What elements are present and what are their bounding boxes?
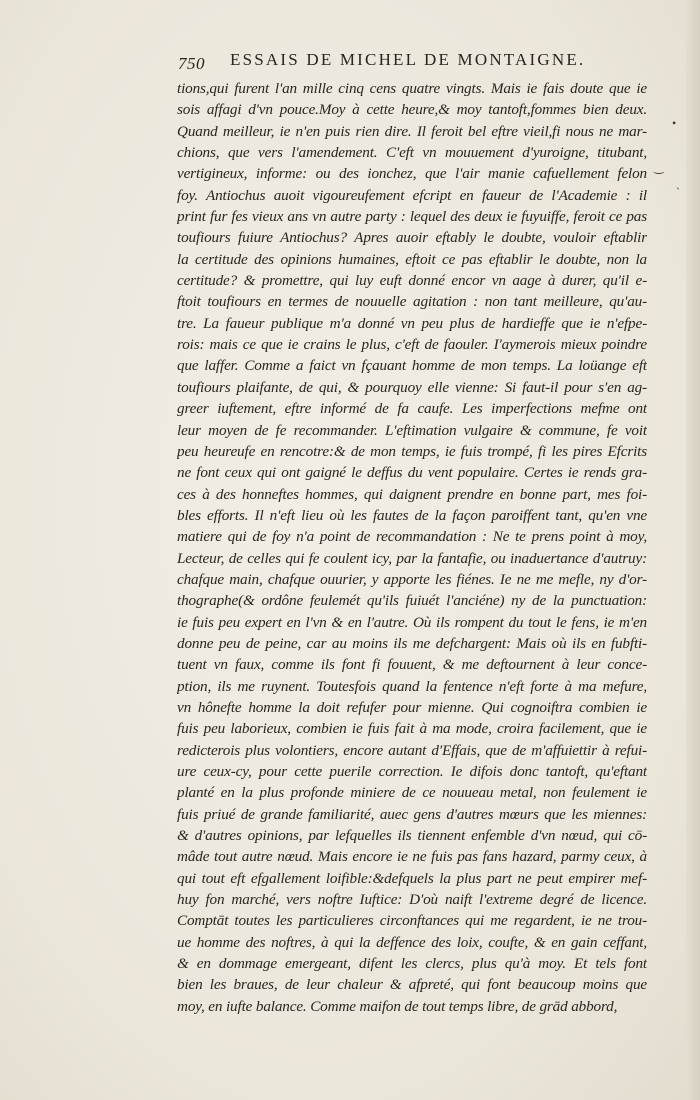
page-number: 750: [178, 54, 205, 73]
text-line: foy. Antiochus auoit vigoureufement efcript en faueur de l'Academie : il: [177, 186, 647, 204]
text-line: huy fon marché, vers noftre Iuftice: D'où naift l'extreme degré de licence.: [177, 891, 647, 909]
text-line: & en dommage emergeant, difent les clercs, plus qu'à moy. Et tels font: [177, 955, 647, 973]
text-line: vertigineux, informe: ou des ionchez, que l'air manie cafuellement felon: [177, 165, 647, 183]
text-line: bien les braues, de leur chaleur & afpreté, qui font beaucoup moins que: [177, 976, 647, 994]
text-line: matiere qui de foy n'a point de recommandation : Ne te prens point à moy,: [177, 528, 647, 546]
text-line: toufiours fuiure Antiochus? Apres auoir eftably le doubte, vouloir eftablir: [177, 229, 647, 247]
text-line: fuis peu laborieux, combien ie fuis fait à ma mode, croira facilement, que ie: [177, 720, 647, 738]
page-gutter-shadow: [686, 0, 700, 1100]
text-line: sois affagi d'vn pouce.Moy à cette heure,& moy tantoft,fommes bien deux.: [177, 101, 647, 119]
text-line: tions,qui furent l'an mille cinq cens quatre vingts. Mais ie fais doute que ie: [177, 80, 647, 97]
text-line: bles efforts. Il n'eft lieu où les fautes de la façon paroiffent tant, qu'en vne: [177, 506, 647, 524]
text-line: mâde tout autre nœud. Mais encore ie ne fuis pas fans hazard, parmy ceux, à: [177, 848, 647, 866]
text-line: tuent vn faux, comme ils font fi fouuent, & me deftournent à leur conce-: [177, 656, 647, 674]
text-line: ure ceux-cy, pour cette puerile correction. Ie difois donc tantoft, qu'eftant: [177, 763, 647, 780]
text-line: ftoit toufiours en termes de nouuelle agitation : non tant meilleure, qu'au-: [177, 293, 647, 311]
text-line: toufiours plaifante, de qui, & pourquoy elle vienne: Si faut-il pour s'en ag-: [177, 378, 647, 396]
margin-dot: •: [672, 116, 677, 130]
text-line: redicterois plus volontiers, encore autant d'Effais, que de m'affuiettir à refui-: [177, 741, 647, 759]
text-line: moy, en iufte balance. Comme maifon de tout temps libre, de grād abbord,: [177, 997, 618, 1015]
text-line: planté en la plus profonde miniere de ce nouueau metal, non feulement ie: [177, 784, 647, 802]
page-header: [178, 50, 618, 76]
body-text: [177, 78, 647, 1017]
text-line: peu heureufe en rencotre:& de mon temps, ie fuis trompé, fi les pires Efcrits: [177, 442, 647, 460]
text-line: ne font ceux qui ont gaigné le deffus du vent populaire. Certes ie rends gra-: [177, 464, 647, 482]
text-line: ue homme des noftres, à qui la deffence des loix, coufte, & en gain ceffant,: [177, 933, 647, 951]
text-line: la certitude des opinions humaines, eftoit ce pas eftablir le doubte, non la: [177, 250, 647, 268]
text-line: thographe(& ordône feulemét qu'ils fuiuét l'anciéne) ny de la punctuation:: [177, 592, 647, 610]
text-line: Comptāt toutes les particulieres circonftances qui me regardent, ie ne trou-: [177, 912, 647, 930]
text-line: ption, ils me ruynent. Toutesfois quand la fentence n'eft forte à ma mefure,: [177, 677, 647, 695]
text-line: print fur fes vieux ans vn autre party : lequel des deux ie fuyuiffe, feroit ce pas: [177, 208, 647, 226]
text-line: rois: mais ce que ie crains le plus, c'eft de faouler. I'aymerois mieux poindre: [177, 336, 647, 354]
text-line: fuis priué de grande familiarité, auec gens d'autres mœurs que les miennes:: [177, 805, 647, 823]
text-line: que laffer. Comme a faict vn fçauant homme de mon temps. La loüange eft: [177, 357, 647, 375]
text-line: Lecteur, de celles qui fe coulent icy, par la fantafie, ou inaduertance d'autruy:: [177, 549, 647, 567]
text-line: donne peu de peine, car au moins ils me defchargent: Mais où ils en fubfti-: [177, 634, 647, 652]
text-line: ces à des honneftes hommes, qui daignent prendre en bonne part, mes foi-: [177, 485, 647, 503]
text-line: & d'autres opinions, par lefquelles ils tiennent enfemble d'vn nœud, qui cō-: [177, 827, 647, 845]
running-title: ESSAIS DE MICHEL DE MONTAIGNE.: [230, 50, 586, 69]
text-line: Quand meilleur, ie n'en puis rien dire. Il feroit bel eftre vieil,fi nous ne mar-: [177, 122, 647, 140]
margin-tick: ‿: [654, 160, 664, 174]
text-line: tre. La faueur publique m'a donné vn peu plus de hardieffe que ie n'efpe-: [177, 314, 647, 332]
text-line: qui tout eft efgallement loifible:&defquels la plus part ne peut empirer mef-: [177, 869, 647, 887]
text-line: vn hônefte homme la doit refufer pour mienne. Qui cognoiftra combien ie: [177, 698, 647, 716]
text-line: chafque main, chafque ouurier, y apporte les fiénes. Ie ne me mefle, ny d'or-: [177, 570, 647, 588]
text-line: ie fuis peu expert en l'vn & en l'autre. Où ils rompent du tout le fens, ie m'en: [177, 613, 647, 631]
text-line: chions, que vers l'amendement. C'eft vn mouuement d'yuroigne, titubant,: [177, 144, 647, 162]
text-line: leur moyen de fe recommander. L'eftimation vulgaire & commune, fe voit: [177, 421, 647, 439]
text-line: certitude? & promettre, qui luy euft donné encor vn aage à durer, qu'il e-: [177, 272, 647, 290]
margin-tick: ˎ: [676, 176, 680, 190]
text-line: greer iuftement, eftre informé de fa caufe. Les imperfections mefme ont: [177, 400, 647, 418]
